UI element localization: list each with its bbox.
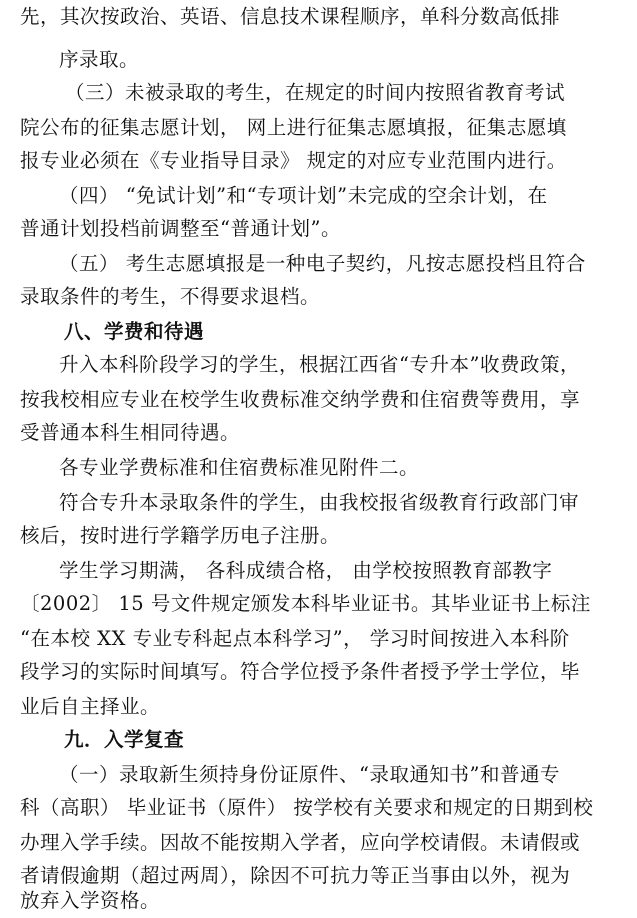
text-line: 学生学习期满， 各科成绩合格， 由学校按照教育部教字 [59, 559, 553, 582]
text-line: （一）录取新生须持身份证原件、“录取通知书”和普通专 [59, 763, 560, 786]
text-line: 者请假逾期（超过两周），除因不可抗力等正当事由以外，视为 [20, 864, 571, 887]
text-line: 科（高职） 毕业证书（原件） 按学校有关要求和规定的日期到校 [20, 796, 594, 819]
text-line: 报专业必须在《专业指导目录》 规定的对应专业范围内进行。 [20, 149, 567, 172]
text-line: 录取条件的考生，不得要求退档。 [20, 285, 321, 308]
text-line: 按我校相应专业在校学生收费标准交纳学费和住宿费等费用，享 [20, 388, 581, 411]
text-line: 普通计划投档前调整至“普通计划”。 [20, 217, 341, 240]
text-line: 放弃入学资格。 [20, 889, 161, 912]
text-line: 受普通本科生相同待遇。 [20, 421, 241, 444]
text-line: 院公布的征集志愿计划， 网上进行征集志愿填报，征集志愿填 [20, 116, 567, 139]
text-line: （四） “免试计划”和“专项计划”未完成的空余计划，在 [59, 184, 548, 207]
section-heading-tuition: 八、学费和待遇 [64, 320, 205, 343]
text-line: 段学习的实际时间填写。符合学位授予条件者授予学士学位，毕 [20, 660, 581, 683]
text-line: 升入本科阶段学习的学生，根据江西省“专升本”收费政策， [59, 353, 580, 376]
text-line: （三）未被录取的考生，在规定的时间内按照省教育考试 [65, 81, 566, 104]
text-line: 序录取。 [59, 48, 140, 71]
text-line: （五） 考生志愿填报是一种电子契约，凡按志愿投档且符合 [59, 252, 586, 275]
text-line: 业后自主择业。 [20, 695, 161, 718]
text-line: 核后，按时进行学籍学历电子注册。 [20, 524, 341, 547]
text-line: 符合专升本录取条件的学生，由我校报省级教育行政部门审 [59, 491, 580, 514]
text-line: 办理入学手续。因故不能按期入学者，应向学校请假。未请假或 [20, 831, 581, 854]
text-line: 〔2002〕 15 号文件规定颁发本科毕业证书。其毕业证书上标注 [20, 592, 591, 615]
text-line: 各专业学费标准和住宿费标准见附件二。 [59, 456, 420, 479]
text-line: “在本校 XX 专业专科起点本科学习”， 学习时间按进入本科阶 [20, 627, 570, 650]
text-line: 先，其次按政治、英语、信息技术课程顺序，单科分数高低排 [20, 5, 561, 28]
section-heading-enrollment-review: 九．入学复查 [64, 728, 185, 751]
